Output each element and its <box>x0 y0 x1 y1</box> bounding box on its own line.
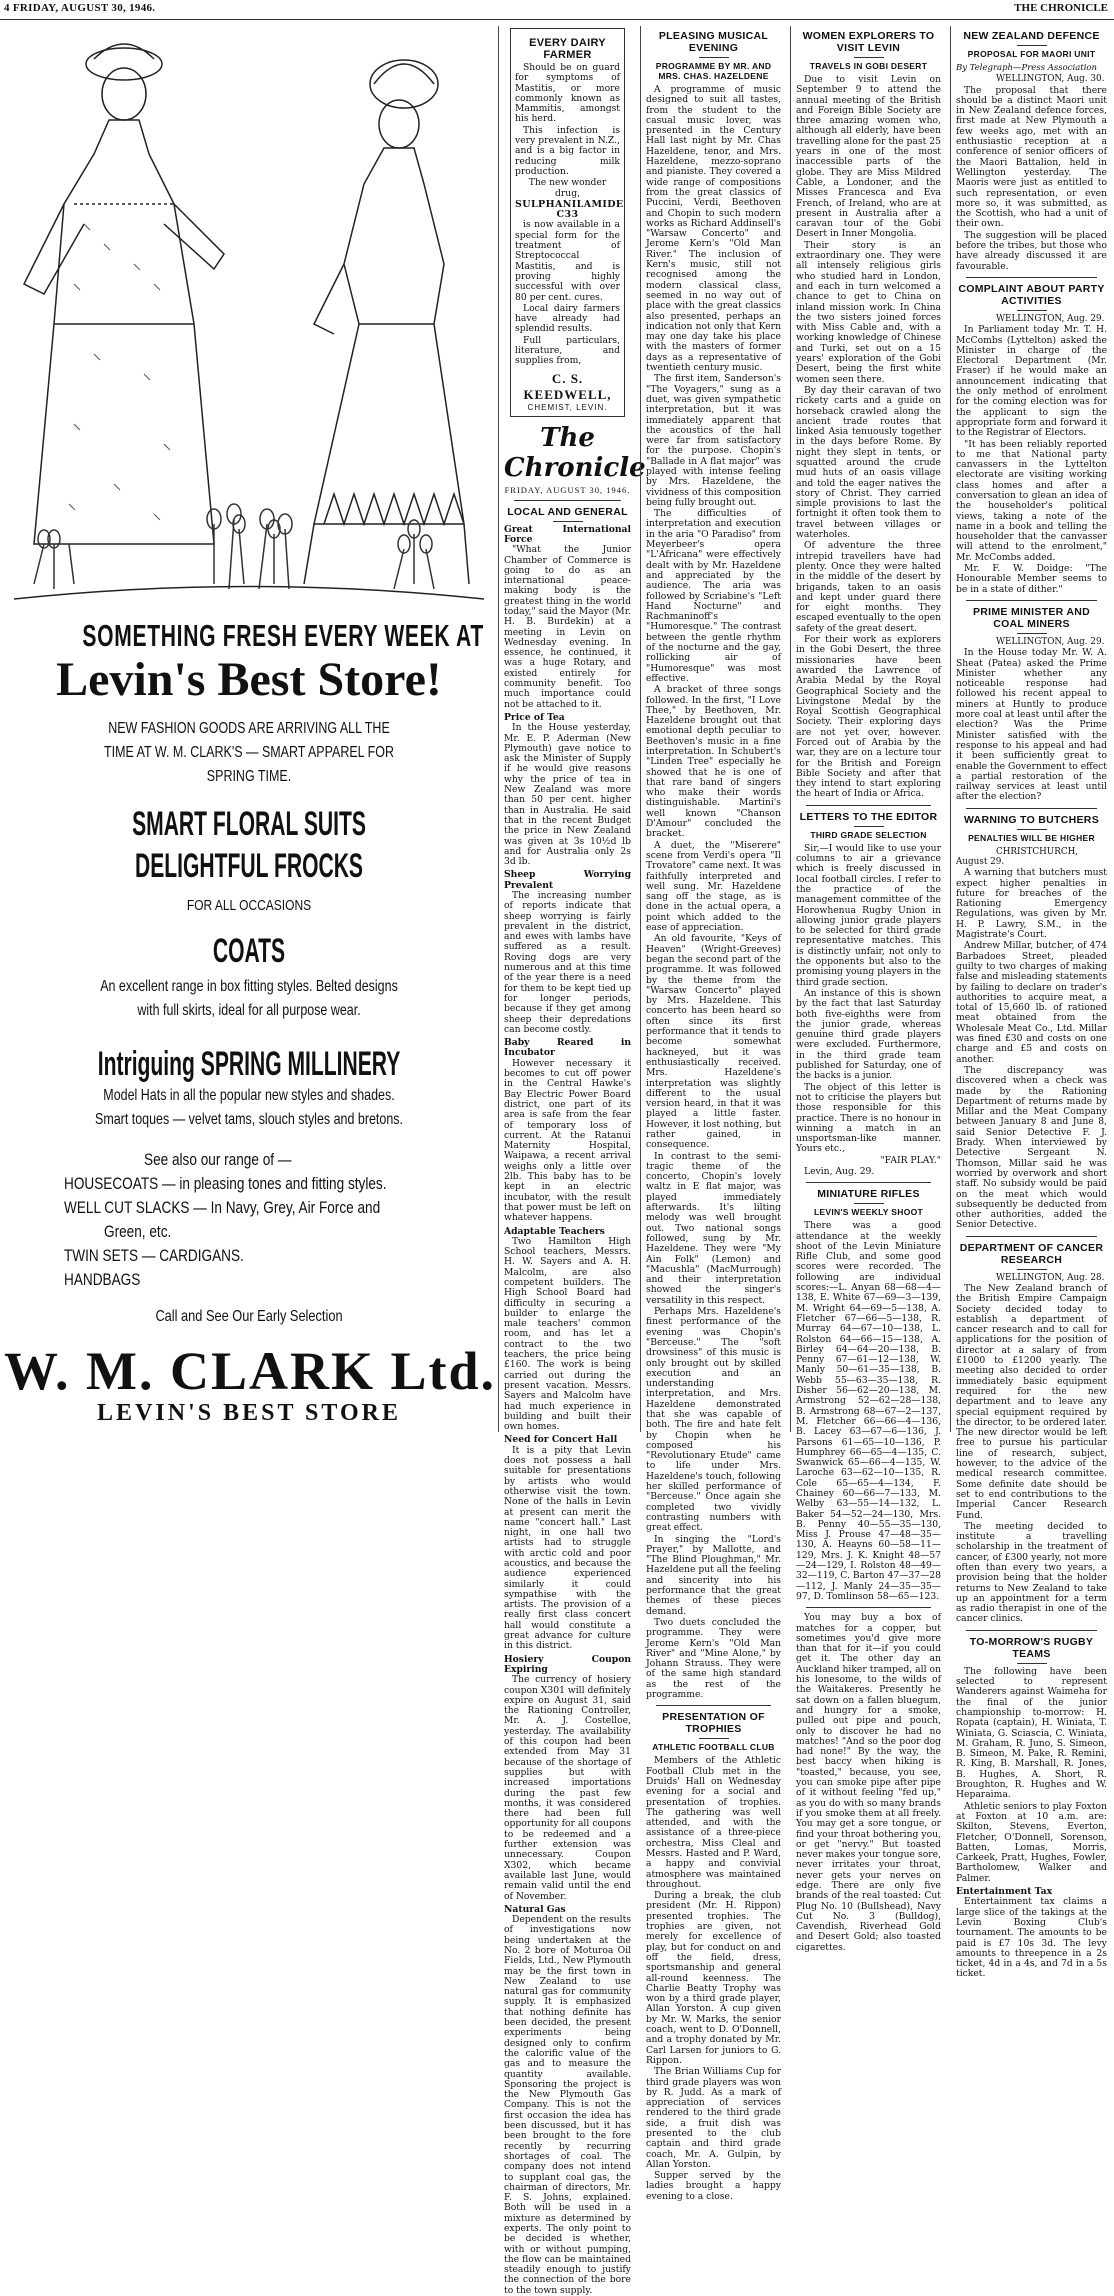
letters-heading: LETTERS TO THE EDITOR <box>799 810 938 823</box>
paragraph: The increasing number of reports indicate that sheep worrying is fairly prevalent in the district, and ewes with lambs have suffered as a result. Roving dogs are very numerous and at this time of the year there is a need for them to be kept tied up for longer periods, because if they get among sheep their depredations can become costly. <box>504 890 631 1035</box>
paragraph: Entertainment tax claims a large slice of the takings at the Levin Boxing Club's tournament. The amounts to be paid is £7 10s 3d. The levy amounts to threepence in a 2s ticket, 4d in a 4s, and 7d in a 5s ticket. <box>956 1896 1107 1980</box>
letters-subheading: THIRD GRADE SELECTION <box>810 829 927 840</box>
divider <box>1017 1663 1047 1664</box>
paragraph: A programme of music designed to suit all tastes, from the student to the casual music lover, was presented in the Century Hall last night by Mr. Chas Hazeldene, tenor, and Mrs. Hazeldene, mezzo-soprano and pianiste. They covered a wide range of compositions from the great classics of Puccini, Verdi, Beethoven and Chopin to such modern works as Richard Addinsell's "Warsaw Concerto" and Jerome Kern's "Old Man River." The inclusion of Kern's music, still not recognised among the modern classical class, seemed in no way out of place with the great classics also presented, perhaps an indication not only that Kern may one day take his place with the masters of former days as a representative of twentieth century music. <box>646 84 781 374</box>
paragraph: An old favourite, "Keys of Heaven" (Wright-Greeves) began the second part of the programme. It was followed by the theme from the "Warsaw Concerto" played by Mrs. Hazeldene. This concerto has been heard so often since its first performance that it tends to become somewhat hackneyed, but it was enthusiastically received. Mrs. Hazeldene's interpretation was slightly different to the usual version heard, in that it was played a little faster. However, it lost nothing, but rather gained, in consequence. <box>646 933 781 1151</box>
divider <box>1017 633 1047 634</box>
paragraph: The suggestion will be placed before the tribes, but those who have already discussed it are favourable. <box>956 229 1107 272</box>
paragraph: Two duets concluded the programme. They were Jerome Kern's "Old Man River" and "Mine Alone," by Johann Strauss. They were of the same high standard as the rest of the programme. <box>646 1616 781 1701</box>
paragraph: For their work as explorers in the Gobi Desert, the three missionaries have been awarded the Lawrence of Arabia Medal by the Royal Geographical Society and the Livingstone Medal by the Royal Scottish Geographical Society. Their exploring days are not yet over, however. Forced out of Arabia by the war, they are on a lecture tour for the British and Foreign Bible Society and after that they intend to start exploring the heart of India or Africa. <box>796 634 941 800</box>
divider <box>966 1630 1097 1631</box>
column-4 <box>950 26 1112 1980</box>
paragraph: By day their caravan of two rickety carts and a guide on horseback crawled along the ancient trade routes that linked Asia tenuously together in the days before Rome. By night they slept in tents, or squatted around the crude mud huts of an oasis village and told the eager natives the story of Christ. They carried simple provisions to last the fortnight it often took them to travel between villages or waterholes. <box>796 384 941 541</box>
item-heading: Sheep Worrying Prevalent <box>504 869 631 891</box>
paragraph: Should be on guard for symptoms of Mastitis, or more commonly known as Mammitis, amongst his herd. <box>515 62 620 125</box>
butchers-subheading: PENALTIES WILL BE HIGHER <box>968 832 1095 843</box>
defence-subheading: PROPOSAL FOR MAORI UNIT <box>967 49 1096 59</box>
divider <box>1017 1269 1047 1270</box>
suits-heading: SMART FLORAL SUITS <box>132 805 366 843</box>
paragraph: A duet, the "Miserere" scene from Verdi's opera "Il Trovatore" came next. It was faithfully interpreted and well sung. Mr. Hazeldene sang off the stage, as is done in the actual opera, a point which added to the ease of appreciation. <box>646 839 781 934</box>
music-heading: PLEASING MUSICAL EVENING <box>658 30 769 54</box>
item-heading: Need for Concert Hall <box>504 1434 618 1446</box>
paragraph: A warning that butchers must expect higher penalties in future for breaches of the Rationing Emergency Regulations, was given by Mr. H. P. Lawry, S.M., in the Magistrate's Court. <box>956 867 1107 941</box>
fashion-line: SPRING TIME. <box>206 768 292 785</box>
occasions-text: FOR ALL OCCASIONS <box>186 897 312 914</box>
explorers-heading: WOMEN EXPLORERS TO VISIT LEVIN <box>802 30 935 54</box>
paper-name: THE CHRONICLE <box>1014 2 1108 14</box>
paragraph: The proposal that there should be a distinct Maori unit in New Zealand defence forces, first made at New Plymouth a few weeks ago, met with an enthusiastic reception at a conference of senior officers of the Maori Battalion, held in Wellington yesterday. The Maoris were just as entitled to such representation, or even more so, it was submitted, as the Scottish, who had a unit of their own. <box>956 84 1107 230</box>
paper-date: FRIDAY, AUGUST 30, 1946. <box>504 484 631 495</box>
frocks-heading: DELIGHTFUL FROCKS <box>135 847 363 885</box>
chemist-name: C. S. KEEDWELL, <box>523 370 612 402</box>
clark-advert <box>4 24 497 1430</box>
item-heading: Great International Force <box>504 523 631 545</box>
dateline: CHRISTCHURCH, August 29. <box>956 846 1079 867</box>
fashion-text <box>58 717 440 789</box>
paragraph: In the House today Mr. W. A. Sheat (Patea) asked the Prime Minister whether any noticeable response had followed his recent appeal to miners at Huntly to produce more coal at least until after the election? Was the Prime Minister satisfied with the response to his appeal and had it been sufficiently great to enable the Government to effect a partial restoration of the railway services at least until after the election? <box>956 647 1107 803</box>
paragraph: It is a pity that Levin does not possess a hall suitable for presentations by artists who would otherwise visit the town. None of the halls in Levin at present can merit the name "concert hall." Last night, in one hall two artists had to struggle with arctic cold and poor acoustics, and because the audience experienced similarly it could sympathise with the artists. The provision of a really first class concert hall would constitute a great advance for culture in this district. <box>504 1444 631 1652</box>
paragraph: During a break, the club president (Mr. H. Rippon) presented trophies. The trophies are given, not merely for excellence of play, but for conduct on and off the field, dress, sportsmanship and general all-round keenness. The Charlie Beatty Trophy was won by a third grade player, Allan Yorston. A cup given by Mr. W. Marks, the senior coach, went to D. O'Donnell, and a trophy donated by Mr. Carl Larsen for juniors to G. Rippon. <box>646 1890 781 2066</box>
range-item: TWIN SETS — CARDIGANS. <box>64 1246 244 1265</box>
fashion-line: TIME AT W. M. CLARK'S — SMART APPAREL FOR <box>104 744 394 761</box>
range-item: WELL CUT SLACKS — In Navy, Grey, Air Force and <box>64 1198 381 1217</box>
divider <box>1017 310 1047 311</box>
paragraph: The currency of hosiery coupon X301 will definitely expire on August 31, said the Rationing Controller, Mr. A. J. Costelloe, yesterday. The availability of this coupon had been extended from May 31 because of the shortage of supplies but with increased importations during the past few months, it was considered there had been full opportunity for all coupons to be redeemed and a further extension was unnecessary. Coupon X302, which became available last June, would remain valid until the end of November. <box>504 1674 632 1902</box>
paragraph: Dependent on the results of investigations now being undertaken at the No. 2 bore of Moturoa Oil Fields, Ltd., New Plymouth may be the first town in New Zealand to use natural gas for community supply. It is emphasized that nothing definite has been decided, the present experiments being designed only to confirm the calorific value of the gas and to measure the quantity available. Sponsoring the project is the New Plymouth Gas Company. This is not the first occasion the idea has been discussed, but it has been brought to the fore recently by recurring shortages of coal. The company does not intend to supplant coal gas, the chairman of directors, Mr. F. S. Johns, explained. Both will be used in a mixture as determined by experts. The only point to be decided is whether, with or without pumping, the flow can be maintained steadily enough to justify the connection of the bore to the town supply. <box>504 1914 631 2296</box>
paragraph: The following have been selected to represent Wanderers against Waimeha for the final of the junior championship to-morrow: H. Ropata (captain), H. Winiata, T. Winiata, G. Sciascia, C. Winiata, M. Graham, R. Juno, S. Simeon, B. Simeon, M. Pake, R. Remini, R. King, B. Marshall, R. Jones, B. Hughes, A. Short, R. Broughton, R. Hughes and W. Heparaima. <box>956 1665 1107 1801</box>
paragraph: Supper served by the ladies brought a happy evening to a close. <box>646 2170 781 2202</box>
rifles-subheading: LEVIN'S WEEKLY SHOOT <box>813 1207 924 1218</box>
item-heading: Entertainment Tax <box>956 1886 1053 1898</box>
tobacco-advert: You may buy a box of matches for a copper, but sometimes you'd give more than that for it—if you could get it. The other day an Auckland hiker tramped, all on his lonesome, to the wilds of the Waitakeres. Presently he sat down on a fallen bluegum, and hungry for a smoke, pulled out pipe and pouch, only to discover he had no matches! "And so the poor dog had none!" By the way, the best baccy when hiking is "toasted," because, you see, you can smoke pipe after pipe of it without feeling "fed up," as you do with so many brands if you smoke them at all freely. You may get a sore tongue, or find your throat bothering you, or get "nervy." But toasted never makes your tongue sore, never irritates your throat, never gets your nerves on edge. There are only five brands of the real toasted: Cut Plug No. 10 (Bullshead), Navy Cut No. 3 (Bulldog), Cavendish, Riverhead Gold and Desert Gold; also toasted cigarettes. <box>796 1612 941 1953</box>
rugby-heading: TO-MORROW'S RUGBY TEAMS <box>969 1635 1094 1660</box>
paragraph: Andrew Millar, butcher, of 474 Barbadoes Street, pleaded guilty to two charges of making false and misleading statements by failing to declare on trader's authorities to acquire meat, a total of 15,660 lb. of rationed meat obtained from the Wholesale Meat Co., Ltd. Millar was fined £30 and costs on one charge and £5 and costs on another. <box>956 940 1107 1065</box>
paragraph: is now available in a special form for the treatment of Streptococcal Mastitis, and is proving highly successful with over 80 per cent. cures. <box>515 219 620 303</box>
paragraph: In singing the "Lord's Prayer," by Mallotte, and "The Blind Ploughman," Mr. Hazeldene put all the feeling and sincerity into his performance that the great themes of these pieces demand. <box>646 1533 781 1617</box>
millinery-description <box>58 1084 440 1132</box>
company-tagline: LEVIN'S BEST STORE <box>97 1400 401 1426</box>
divider <box>966 277 1097 278</box>
millinery-line: Model Hats in all the popular new styles and shades. <box>103 1087 395 1104</box>
column-2 <box>640 26 786 2202</box>
paragraph: The first item, Sanderson's "The Voyagers," sung as a duet, was given sympathetic interpretation, but it was immediately apparent that the acoustics of the hall were far from satisfactory for the purpose. Chopin's "Ballade in A flat major" was played with intense feeling by Mrs. Hazeldene, the vividness of this composition being fully brought out. <box>646 373 781 508</box>
divider <box>854 57 884 58</box>
paragraph: The New Zealand branch of the British Empire Campaign Society decided today to establish a department of cancer research and to call for applications for the position of director at a salary of from £1000 to £1200 yearly. The meeting also decided to order immediately basic equipment required for the new department and to leave any special equipment required by the director, to be ordered later. The new director would be left free to pursue his particular line of research, subject, however, to the advice of the medical research committee. Some definite date should be set to end contributions to the Imperial Cancer Research Fund. <box>956 1282 1107 1521</box>
divider <box>966 600 1097 601</box>
divider <box>854 1203 884 1204</box>
pm-heading: PRIME MINISTER AND COAL MINERS <box>972 605 1090 630</box>
paragraph: Two Hamilton High School teachers, Messrs. H. W. Sayers and A. H. Malcolm, are also competent builders. The High School Board had difficulty in securing a builder to enlarge the male teachers' common room, and has let a contract to the two teachers, the price being £160. The work is being carried out during the present vacation. Messrs. Sayers and Malcolm have had much experience in building and built their own homes. <box>504 1235 631 1433</box>
item-heading: Baby Reared in Incubator <box>504 1037 631 1059</box>
headline-store: Levin's Best Store! <box>56 653 442 706</box>
range-item: Green, etc. <box>104 1222 172 1241</box>
paragraph: A bracket of three songs followed. In the first, "I Love Thee," by Beethoven, Mr. Hazeldene brought out that emotional depth peculiar to Beethoven's music in a fine interpretation. In Schubert's "Linden Tree" especially he showed that he is one of that rare band of singers who make their words distinguishable. Martini's well known "Chanson D'Amour" concluded the bracket. <box>646 684 781 840</box>
trophy-heading: PRESENTATION OF TROPHIES <box>662 1711 765 1736</box>
rifles-heading: MINIATURE RIFLES <box>817 1188 920 1201</box>
letter-date: Levin, Aug. 29. <box>804 1165 875 1177</box>
party-heading: COMPLAINT ABOUT PARTY ACTIVITIES <box>958 282 1105 307</box>
dateline: WELLINGTON, Aug. 28. <box>996 1272 1105 1283</box>
range-list <box>4 1148 494 1292</box>
paragraph: This infection is very prevalent in N.Z., and is a big factor in reducing milk production. <box>515 124 620 177</box>
fashion-line: NEW FASHION GOODS ARE ARRIVING ALL THE <box>108 720 390 737</box>
divider <box>854 826 884 827</box>
paragraph: Of adventure the three intrepid travellers have had plenty. Once they were halted in the middle of the desert by brigands, taken to an oasis and kept under guard there for eight months. They escaped eventually to the open safety of the great desert. <box>796 540 941 634</box>
paragraph: However necessary it becomes to cut off power in the Central Hawke's Bay Electric Power Board district, one part of its area is safe from the fear of temporary loss of current. At the Ratanui Maternity Hospital, Waipawa, a recent arrival weighs only a little over 2lb. This baby has to be kept in an electric incubator, with the result that power must be left on whatever happens. <box>504 1057 631 1224</box>
range-item: HOUSECOATS — in pleasing tones and fitting styles. <box>64 1174 387 1193</box>
coats-heading: COATS <box>212 932 286 970</box>
dateline: WELLINGTON, Aug. 29. <box>996 636 1105 647</box>
divider <box>966 808 1097 809</box>
letter-signature: "FAIR PLAY." <box>880 1154 941 1166</box>
millinery-heading: Intriguing SPRING MILLINERY <box>97 1045 401 1083</box>
coats-line: with full skirts, ideal for all purpose wear. <box>137 1002 361 1019</box>
paragraph: There was a good attendance at the weekly shoot of the Levin Miniature Rifle Club, and some good scores were recorded. The following are individual scores:—L. Anyan 68—68—4—138, E. White 67—69—3—139, M. Wright 64—69—5—138, A. Fletcher 67—66—5—138, R. Murray 64—67—10—138, L. Rolston 64—66—15—138, A. Birley 64—64—20—138, B. Penny 67—61—12—138, W. Manly 50—61—35—138, B. Webb 55—63—35—138, R. Disher 56—62—20—138, M. Armstrong 52—62—28—138, B. Armstrong 68—67—2—137, M. Fletcher 66—66—4—136, B. Lacey 63—67—6—136, J. Parsons 61—65—10—136, P. Humphrey 66—65—4—135, C. Swanwick 65—66—4—135, W. Laroche 63—62—10—135, R. Cole 65—65—4—134, F. Chainey 60—66—7—133, M. Welby 63—55—14—132, L. Baker 54—52—24—130, Mrs. B. Penny 40—55—35—130, Miss J. Prouse 47—48—35—130, A. Heayns 60—58—11—129, Mrs. J. K. Knight 48—57—24—129, I. Rolston 48—49—32—119, C. Barton 47—37—28—112, J. Manly 24—35—35—97, D. Tomlinson 58—65—123. <box>796 1220 941 1602</box>
dateline: WELLINGTON, Aug. 29. <box>996 313 1105 324</box>
butchers-heading: WARNING TO BUTCHERS <box>963 813 1099 826</box>
local-heading: LOCAL AND GENERAL <box>507 505 628 518</box>
music-subheading: PROGRAMME BY MR. AND MRS. CHAS. HAZELDENE <box>655 61 772 81</box>
paragraph: "What the Junior Chamber of Commerce is going to do as an international peace-making body is the greatest thing in the world today," said the Mayor (Mr. H. B. Burdekin) at a meeting in Levin on Wednesday evening. In essence, he continued, it was a huge Rotary, and existed entirely for community benefit. Too much importance could not be attached to it. <box>504 544 631 710</box>
farmer-heading: EVERY DAIRY FARMER <box>529 37 606 61</box>
divider <box>966 1236 1097 1237</box>
paragraph: Mr. F. W. Doidge: "The Honourable Member seems to be in a state of dither." <box>956 563 1107 595</box>
column-1 <box>498 26 646 2296</box>
divider <box>806 1607 931 1608</box>
divider <box>806 805 931 806</box>
page-date: 4 FRIDAY, AUGUST 30, 1946. <box>4 2 156 14</box>
byline: By Telegraph—Press Association <box>956 63 1098 73</box>
headline-fresh: SOMETHING FRESH EVERY WEEK AT <box>82 618 484 653</box>
coats-line: An excellent range in box fitting styles. Belted designs <box>100 978 398 995</box>
cancer-heading: DEPARTMENT OF CANCER RESEARCH <box>959 1241 1104 1266</box>
paragraph: In contrast to the semi-tragic theme of the concerto, Chopin's lovely waltz in E flat major, was played immediately afterwards. It's lilting melody was well brought out. Two national songs followed, sung by Mr. Hazeldene. They were "My Ain Folk" (Lemon) and "Macushla" (MacMurrough) and their interpretation showed the singer's versatility in this respect. <box>646 1150 781 1306</box>
paragraph: Perhaps Mrs. Hazeldene's finest performance of the evening was Chopin's "Berceuse." The "soft drowsiness" of this music is only brought out by skilled execution and an understanding interpretation, and Mrs. Hazeldene demonstrated that she was capable of both. The fire and hate felt by Chopin when he composed his "Revolutionary Etude" came to life under Mrs. Hazeldene's touch, following her skilled performance of "Berceuse." Once again she completed two vividly contrasting numbers with great effect. <box>646 1306 781 1534</box>
divider <box>656 1705 771 1706</box>
paragraph: The meeting decided to institute a travelling scholarship in the treatment of cancer, of £300 yearly, not more often than every two years, a provision being that the holder returns to New Zealand to take up an appointment for a term as radio therapist in one of the cancer clinics. <box>956 1520 1107 1625</box>
paragraph: "It has been reliably reported to me that National party canvassers in the Lyttelton electorate are visiting working class homes and after a conversation to glean an idea of the householder's political views, taking a note of the name in a book and telling the householder that the canvasser will attend to the enrolment," Mr. McCombs added. <box>956 438 1107 563</box>
explorers-subheading: TRAVELS IN GOBI DESERT <box>809 61 928 71</box>
divider <box>1017 45 1047 46</box>
paragraph: An instance of this is shown by the fact that last Saturday both five-eighths were from the junior grade, whereas genuine third grade players were excluded. Furthermore, in the third grade team published for Saturday, one of the backs is a junior. <box>796 987 941 1082</box>
trophy-subheading: ATHLETIC FOOTBALL CLUB <box>652 1742 775 1753</box>
item-heading: Hosiery Coupon Expiring <box>504 1653 631 1675</box>
paragraph: Sir,—I would like to use your columns to air a grievance which is freely discussed in local football circles. I refer to the practice of the management committee of the Horowhenua Rugby Union in allowing junior grade players to be selected for third grade representative matches. This is distinctly unfair, not only to the opponents but also to the promising young players in the third grade section. <box>796 842 941 988</box>
paragraph: The difficulties of interpretation and execution in the aria "O Paradiso" from Meyerbeer's opera "L'Africana" were effectively dealt with by Mr. Hazeldene and appreciated by the audience. The aria was followed by Scriabine's "Left Hand Nocturne" and Rachmaninoff's "Humoresque." The contrast between the gentle rhythm of the nocturne and the gay, rollicking air of "Humoresque" was most effective. <box>646 508 781 684</box>
paragraph: Members of the Athletic Football Club met in the Druids' Hall on Wednesday evening for a social and presentation of trophies. The gathering was well attended, and with the assistance of a three-piece orchestra, Miss Cleal and Messrs. Hasted and P. Ward, a happy and convivial atmosphere was maintained throughout. <box>646 1755 781 1890</box>
paragraph: In the House yesterday, Mr. E. P. Aderman (New Plymouth) gave notice to ask the Minister of Supply if he would give reasons why the price of tea in New Zealand was more than 50 per cent. higher than in Australia. He said that in the recent Budget the price in New Zealand was given at 3s 10½d lb and for Australia only 2s 3d lb. <box>504 722 631 868</box>
paragraph: The new wonder drug, <box>528 177 607 199</box>
item-heading: Price of Tea <box>504 711 565 723</box>
chemist-town: CHEMIST, LEVIN. <box>527 402 608 412</box>
range-item: HANDBAGS <box>64 1270 141 1289</box>
paragraph: The object of this letter is not to criticise the players but those responsible for this practice. There is no honour in winning a match in an unsportsman-like manner. Yours etc., <box>796 1081 941 1155</box>
paper-title: The Chronicle <box>504 422 646 483</box>
paragraph: Athletic seniors to play Foxton at Foxton at 10 a.m. are: Skilton, Stevens, Everton, Fletcher, O'Donnell, Sorenson, Batten, Lomas, Morris, Carkeek, Pratt, Hughes, Fowler, Bartholomew, Walker and Palmer. <box>956 1800 1107 1884</box>
paragraph: The Brian Williams Cup for third grade players was won by R. Judd. As a mark of appreciation of services rendered to the third grade side, a fruit dish was presented to the club captain and third grade coach, Mr. A. Gulpin, by Allan Yorston. <box>646 2066 781 2170</box>
coats-description <box>58 975 440 1023</box>
item-heading: Adaptable Teachers <box>504 1225 605 1237</box>
paragraph: In Parliament today Mr. T. H. McCombs (Lyttelton) asked the Minister in charge of the Electoral Department (Mr. Fraser) if he would make an announcement indicating that the only method of enrolment for the coming election was for the applicant to sign the appropriate form and forward it to the Registrar of Electors. <box>956 324 1107 439</box>
divider <box>514 500 621 501</box>
paragraph: The discrepancy was discovered when a check was made by the Rationing Department of returns made by Millar and the Meat Company between January 8 and June 8, said Senior Detective F. J. Brady. When interviewed by Detective Sergeant N. Thomson, Millar said he was worried by overwork and short staff. No subsidy would be paid on the meat which would subsequently be deducted from other authorities, added the Senior Detective. <box>956 1064 1107 1231</box>
millinery-line: Smart toques — velvet tams, slouch styles and bretons. <box>95 1111 403 1128</box>
divider <box>806 1182 931 1183</box>
divider <box>1017 829 1047 830</box>
paragraph: Due to visit Levin on September 9 to attend the annual meeting of the British and Foreign Bible Society are three amazing women who, although all elderly, have been travelling alone for the past 25 years in one of the most inaccessible parts of the globe. They are Miss Mildred Cable, a Londoner, and the Misses Francesca and Eva French, of Ireland, who are at present in Australia after a caravan tour of the Gobi Desert in Inner Mongolia. <box>796 74 941 240</box>
dateline: WELLINGTON, Aug. 30. <box>996 74 1105 85</box>
fashion-illustration <box>14 24 484 614</box>
company-name: W. M. CLARK Ltd. <box>4 1341 497 1401</box>
defence-heading: NEW ZEALAND DEFENCE <box>963 30 1100 42</box>
paragraph: Their story is an extraordinary one. They were all intensely religious girls who studied hard in London, and each in turn welcomed a chance to get to China on inland mission work. In China the two sisters joined forces with Miss Cable and, with a working knowledge of Chinese and Turki, set out on a 15 years' exploration of the Gobi Desert, being the first white women seen there. <box>796 239 941 385</box>
call-to-action: Call and See Our Early Selection <box>155 1308 343 1325</box>
divider <box>553 521 583 522</box>
divider <box>699 57 729 58</box>
item-heading: Natural Gas <box>504 1903 566 1915</box>
paragraph: Local dairy farmers have already had splendid results. <box>515 302 620 335</box>
drug-name: SULPHANILAMIDE C33 <box>515 198 624 221</box>
range-intro: See also our range of — <box>144 1150 292 1169</box>
column-3 <box>790 26 946 1953</box>
dairy-advert <box>510 28 625 417</box>
paragraph: Full particulars, literature, and supplies from, <box>515 334 620 367</box>
masthead <box>0 0 1114 20</box>
divider <box>699 1738 729 1739</box>
